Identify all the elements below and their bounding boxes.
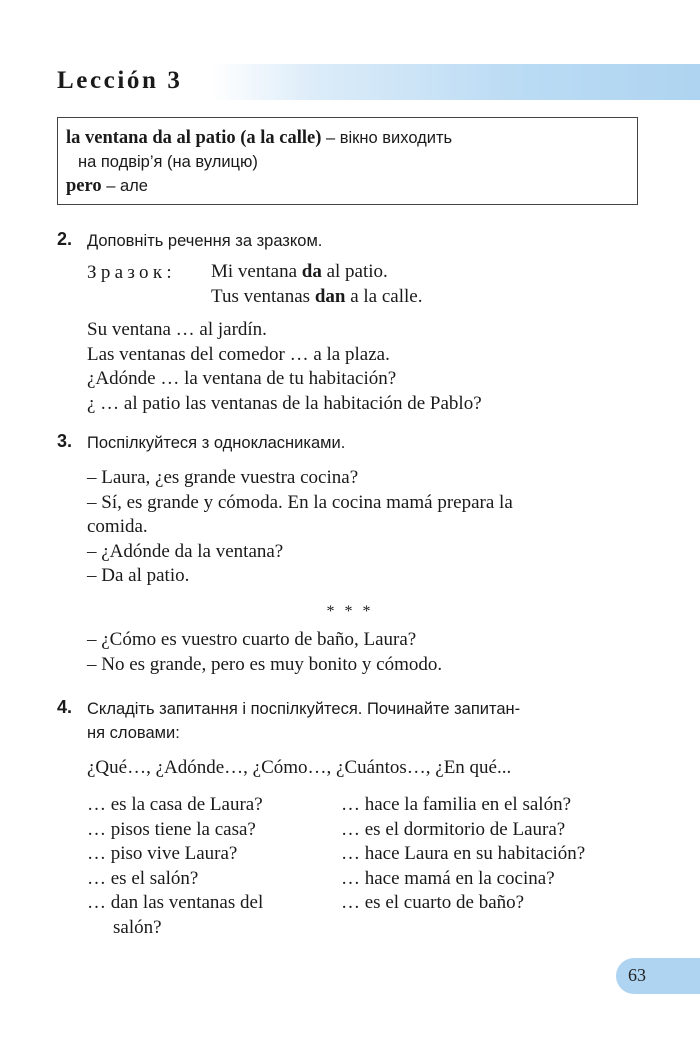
question-fragment: … es el dormitorio de Laura? xyxy=(341,818,566,840)
dialog-line: – ¿Adónde da la ventana? xyxy=(87,540,284,562)
exercise-2-instruction: Доповніть речення за зразком. xyxy=(87,232,323,250)
question-fragment: … es el salón? xyxy=(87,867,199,889)
exercise-line: Las ventanas del comedor … a la plaza. xyxy=(87,343,390,365)
question-fragment: … pisos tiene la casa? xyxy=(87,818,256,840)
dialog-line: – No es grande, pero es muy bonito y cómodo. xyxy=(87,653,443,675)
sample-label: Зразок: xyxy=(87,262,176,283)
dialog-line: – ¿Cómo es vuestro cuarto de baño, Laura? xyxy=(87,629,417,650)
question-words: ¿Qué…, ¿Adónde…, ¿Cómo…, ¿Cuántos…, ¿En qué... xyxy=(87,757,512,778)
question-fragment: … dan las ventanas del xyxy=(87,892,264,913)
dialog-line: comida. xyxy=(87,516,148,537)
questions-left-column xyxy=(87,793,263,940)
exercise-line: Su ventana … al jardín. xyxy=(87,319,267,340)
dialog-2 xyxy=(87,628,442,677)
exercise-4-number: 4. xyxy=(57,697,73,717)
exercise-2-number: 2. xyxy=(57,229,73,249)
question-fragment: … hace Laura en su habitación? xyxy=(341,843,586,864)
vocab-line-1 xyxy=(66,126,627,150)
exercise-line: ¿ … al patio las ventanas de la habitación de Pablo? xyxy=(87,392,482,414)
question-fragment: … hace mamá en la cocina? xyxy=(341,867,555,889)
dialog-line: – Da al patio. xyxy=(87,565,190,586)
page-number: 63 xyxy=(628,965,646,985)
sample-sentence-2: Tus ventanas dan a la calle. xyxy=(211,285,423,307)
section-separator: * * * xyxy=(326,603,374,620)
exercise-3-number: 3. xyxy=(57,431,73,451)
lesson-title: Lección 3 xyxy=(57,67,183,94)
question-fragment: … es el cuarto de baño? xyxy=(341,892,525,913)
vocab-term-1: la ventana da al patio (a la calle) xyxy=(66,128,322,148)
question-fragment: … es la casa de Laura? xyxy=(87,794,263,815)
vocab-term-2: pero xyxy=(66,176,102,196)
questions-right-column xyxy=(341,793,585,916)
vocab-line-3 xyxy=(66,174,627,198)
exercise-line: ¿Adónde … la ventana de tu habitación? xyxy=(87,368,397,389)
sample-sentences xyxy=(211,260,422,309)
question-fragment: … piso vive Laura? xyxy=(87,843,238,864)
vocabulary-box xyxy=(57,117,638,205)
exercise-3-instruction: Поспілкуйтеся з однокласниками. xyxy=(87,434,346,452)
question-fragment: … hace la familia en el salón? xyxy=(341,794,572,815)
dialog-1 xyxy=(87,466,513,589)
exercise-2-sentences xyxy=(87,318,482,416)
vocab-translation-1: – вікно виходить xyxy=(321,129,453,147)
dialog-line: – Laura, ¿es grande vuestra cocina? xyxy=(87,467,359,488)
dialog-line: – Sí, es grande y cómoda. En la cocina mamá prepara la xyxy=(87,491,513,513)
sample-sentence-1: Mi ventana da al patio. xyxy=(211,261,388,282)
question-fragment: salón? xyxy=(113,916,162,938)
exercise-4-instruction: Складіть запитання і поспілкуйтеся. Починайте запитан- ня словами: xyxy=(87,700,521,742)
vocab-translation-2: – але xyxy=(101,177,148,195)
vocab-line-2: на подвір’я (на вулицю) xyxy=(78,153,258,171)
